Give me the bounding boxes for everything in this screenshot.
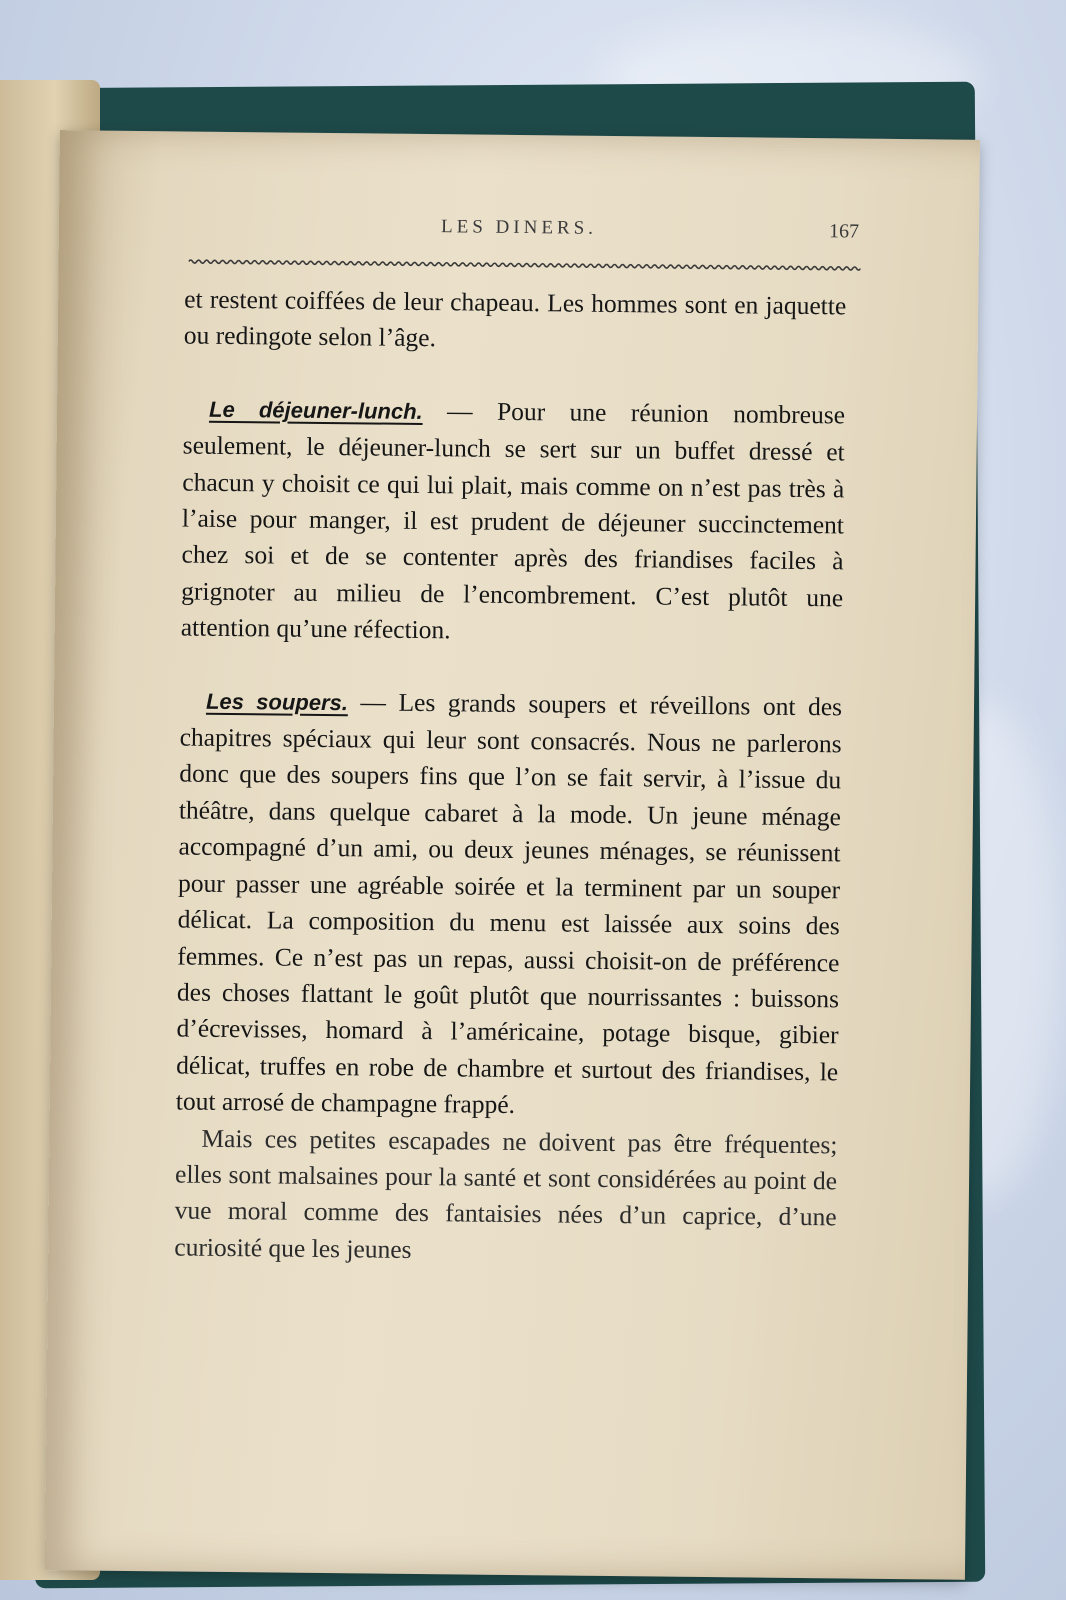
book-page xyxy=(45,130,980,1580)
decorative-wavy-rule xyxy=(189,258,861,273)
running-title: LES DINERS. xyxy=(440,216,598,239)
lunch-text: — Pour une réunion nombreuse seulement, le déjeuner-lunch se sert sur un buffet dressé et chacun y choisit ce qui lui plait, mais comme on n’est pas très à l’aise pour manger, il est prudent de déjeuner succinctement chez soi et de se contenter après des friandises faciles à grignoter au milieu de l’encombrement. C’est plutôt une attention qu’une réfection. xyxy=(180,395,846,645)
intro-paragraph: et restent coiffées de leur chapeau. Les hommes sont en jaquette ou redingote selon l’âge. xyxy=(183,284,847,353)
closing-paragraph: Mais ces petites escapades ne doivent pas être fréquentes; elles sont malsaines pour la santé et sont considérées au point de vue moral comme des fantaisies nées d’un caprice, d’une curiosité que les jeunes xyxy=(174,1123,838,1264)
body-text xyxy=(174,281,846,1272)
soupers-paragraph xyxy=(176,682,843,1127)
section-heading-lunch: Le déjeuner-lunch. xyxy=(208,396,423,424)
soupers-text: — Les grands soupers et réveillons ont des chapitres spéciaux qui leur sont consacrés. Nous ne parlerons donc que des soupers fins que l’on se fait servir, à l’issue du théâtre, dans quelque cabaret à la mode. Un jeune ménage accompagné d’un ami, ou deux jeunes ménages, se réunissent pour passer une agréable soirée et la terminent par un souper délicat. La composition du menu est laissée aux soins des femmes. Ce n’est pas un repas, aussi choisit-on de préférence des choses flattant le goût plutôt que nourrissantes : buissons d’écrevisses, homard à l’américaine, potage bisque, gibier délicat, truffes en robe de chambre et surtout des friandises, le tout arrosé de champagne frappé. xyxy=(175,686,843,1120)
lunch-paragraph xyxy=(181,390,846,653)
section-heading-soupers: Les soupers. xyxy=(205,688,349,715)
page-header xyxy=(179,213,859,260)
page-number: 167 xyxy=(828,220,860,243)
